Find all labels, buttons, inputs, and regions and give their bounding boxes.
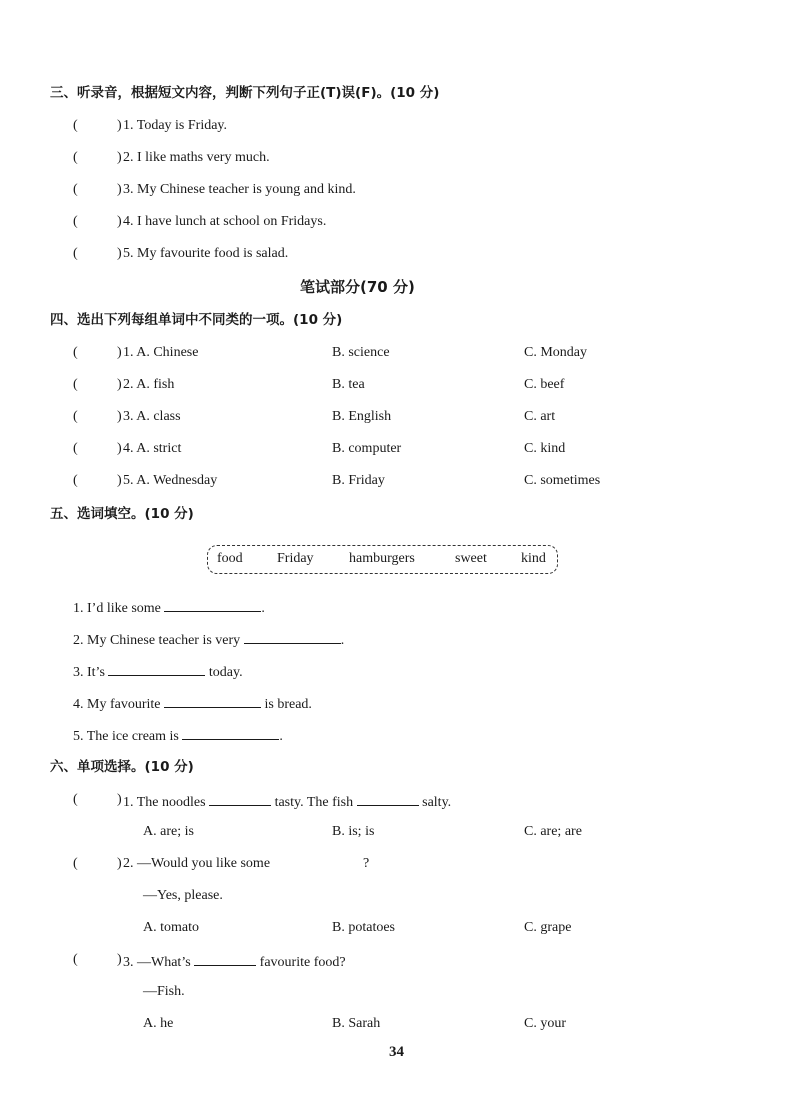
option-c: C. art	[524, 409, 556, 424]
answer-paren-open[interactable]: (	[73, 150, 78, 165]
answer-paren-open[interactable]: (	[73, 246, 78, 261]
option-a: A. are; is	[143, 824, 194, 839]
question-text: tasty. The fish	[271, 795, 357, 810]
s5-item-4	[73, 693, 312, 714]
answer-paren-open[interactable]: (	[73, 214, 78, 229]
answer-paren-open[interactable]: (	[73, 409, 78, 424]
question-text: 3. —What’s	[123, 955, 195, 970]
option-a: A. he	[143, 1016, 174, 1031]
s6-question-1	[123, 791, 451, 812]
answer-paren-close: )	[117, 473, 122, 488]
question-text: salty.	[418, 795, 452, 810]
word-bank-word: Friday	[277, 551, 314, 566]
option-a: 4. A. strict	[123, 441, 182, 456]
answer-paren-open[interactable]: (	[73, 345, 78, 360]
answer-paren-close: )	[117, 441, 122, 456]
word-bank-box	[207, 545, 558, 574]
option-b: B. tea	[332, 377, 365, 392]
s5-item-text: is bread.	[260, 697, 312, 712]
answer-paren-close: )	[117, 952, 122, 967]
page-number: 34	[389, 1044, 404, 1060]
option-a: 5. A. Wednesday	[123, 473, 218, 488]
s5-item-2	[73, 629, 344, 650]
answer-paren-open[interactable]: (	[73, 952, 78, 967]
option-b: B. computer	[332, 441, 402, 456]
s5-item-text: 2. My Chinese teacher is very	[73, 633, 244, 648]
option-c: C. grape	[524, 920, 572, 935]
option-c: C. beef	[524, 377, 565, 392]
s5-item-text: .	[261, 601, 265, 616]
s3-item-text: 5. My favourite food is salad.	[123, 246, 289, 261]
answer-paren-open[interactable]: (	[73, 473, 78, 488]
answer-paren-close: )	[117, 856, 122, 871]
s5-item-text: 4. My favourite	[73, 697, 164, 712]
word-bank-word: sweet	[455, 551, 487, 566]
s5-item-5	[73, 725, 283, 746]
option-b: B. potatoes	[332, 920, 395, 935]
s3-item-text: 3. My Chinese teacher is young and kind.	[123, 182, 356, 197]
word-bank-word: hamburgers	[349, 551, 415, 566]
answer-paren-close: )	[117, 377, 122, 392]
option-b: B. science	[332, 345, 390, 360]
s3-item-text: 2. I like maths very much.	[123, 150, 270, 165]
option-c: C. sometimes	[524, 473, 601, 488]
section-3-heading: 三、听录音，根据短文内容，判断下列句子正(T)误(F)。(10 分)	[50, 85, 440, 101]
option-b: B. is; is	[332, 824, 375, 839]
option-c: C. are; are	[524, 824, 582, 839]
answer-paren-close: )	[117, 246, 122, 261]
fill-blank[interactable]	[194, 951, 256, 966]
option-b: B. Friday	[332, 473, 385, 488]
section-6-heading: 六、单项选择。(10 分)	[50, 759, 194, 775]
option-c: C. Monday	[524, 345, 587, 360]
option-a: 2. A. fish	[123, 377, 175, 392]
s5-item-text: 1. I’d like some	[73, 601, 165, 616]
answer-paren-close: )	[117, 214, 122, 229]
option-a: 1. A. Chinese	[123, 345, 199, 360]
answer-paren-open[interactable]: (	[73, 118, 78, 133]
fill-blank[interactable]	[182, 725, 279, 740]
word-bank-word: food	[217, 551, 243, 566]
fill-blank[interactable]	[108, 661, 205, 676]
answer-paren-close: )	[117, 792, 122, 807]
answer-paren-close: )	[117, 345, 122, 360]
s6-question-3	[123, 951, 346, 972]
fill-blank[interactable]	[244, 629, 341, 644]
answer-paren-open[interactable]: (	[73, 792, 78, 807]
answer-paren-close: )	[117, 150, 122, 165]
s5-item-text: .	[279, 729, 283, 744]
written-part-title: 笔试部分(70 分)	[300, 278, 415, 296]
section-5-heading: 五、选词填空。(10 分)	[50, 506, 194, 522]
option-a: 3. A. class	[123, 409, 181, 424]
s3-item-text: 1. Today is Friday.	[123, 118, 228, 133]
question-text: 1. The noodles	[123, 795, 210, 810]
answer-paren-close: )	[117, 409, 122, 424]
answer-paren-open[interactable]: (	[73, 182, 78, 197]
word-bank-word: kind	[521, 551, 546, 566]
fill-blank[interactable]	[357, 791, 419, 806]
option-a: A. tomato	[143, 920, 199, 935]
option-c: C. your	[524, 1016, 566, 1031]
answer-paren-open[interactable]: (	[73, 856, 78, 871]
s5-item-text: today.	[205, 665, 243, 680]
option-c: C. kind	[524, 441, 566, 456]
reply-text: —Yes, please.	[143, 888, 223, 903]
option-b: B. English	[332, 409, 392, 424]
answer-paren-open[interactable]: (	[73, 441, 78, 456]
s5-item-text: 3. It’s	[73, 665, 109, 680]
option-b: B. Sarah	[332, 1016, 381, 1031]
fill-blank[interactable]	[209, 791, 271, 806]
s5-item-text: .	[340, 633, 345, 648]
fill-blank[interactable]	[164, 597, 261, 612]
question-text: 2. —Would you like some	[123, 856, 271, 871]
answer-paren-close: )	[117, 118, 122, 133]
question-text: favourite food?	[256, 955, 346, 970]
question-mark: ?	[363, 856, 370, 871]
s5-item-3	[73, 661, 243, 682]
s5-item-text: 5. The ice cream is	[73, 729, 183, 744]
answer-paren-close: )	[117, 182, 122, 197]
s3-item-text: 4. I have lunch at school on Fridays.	[123, 214, 327, 229]
reply-text: —Fish.	[143, 984, 185, 999]
s5-item-1	[73, 597, 265, 618]
answer-paren-open[interactable]: (	[73, 377, 78, 392]
fill-blank[interactable]	[164, 693, 261, 708]
section-4-heading: 四、选出下列每组单词中不同类的一项。(10 分)	[50, 312, 343, 328]
